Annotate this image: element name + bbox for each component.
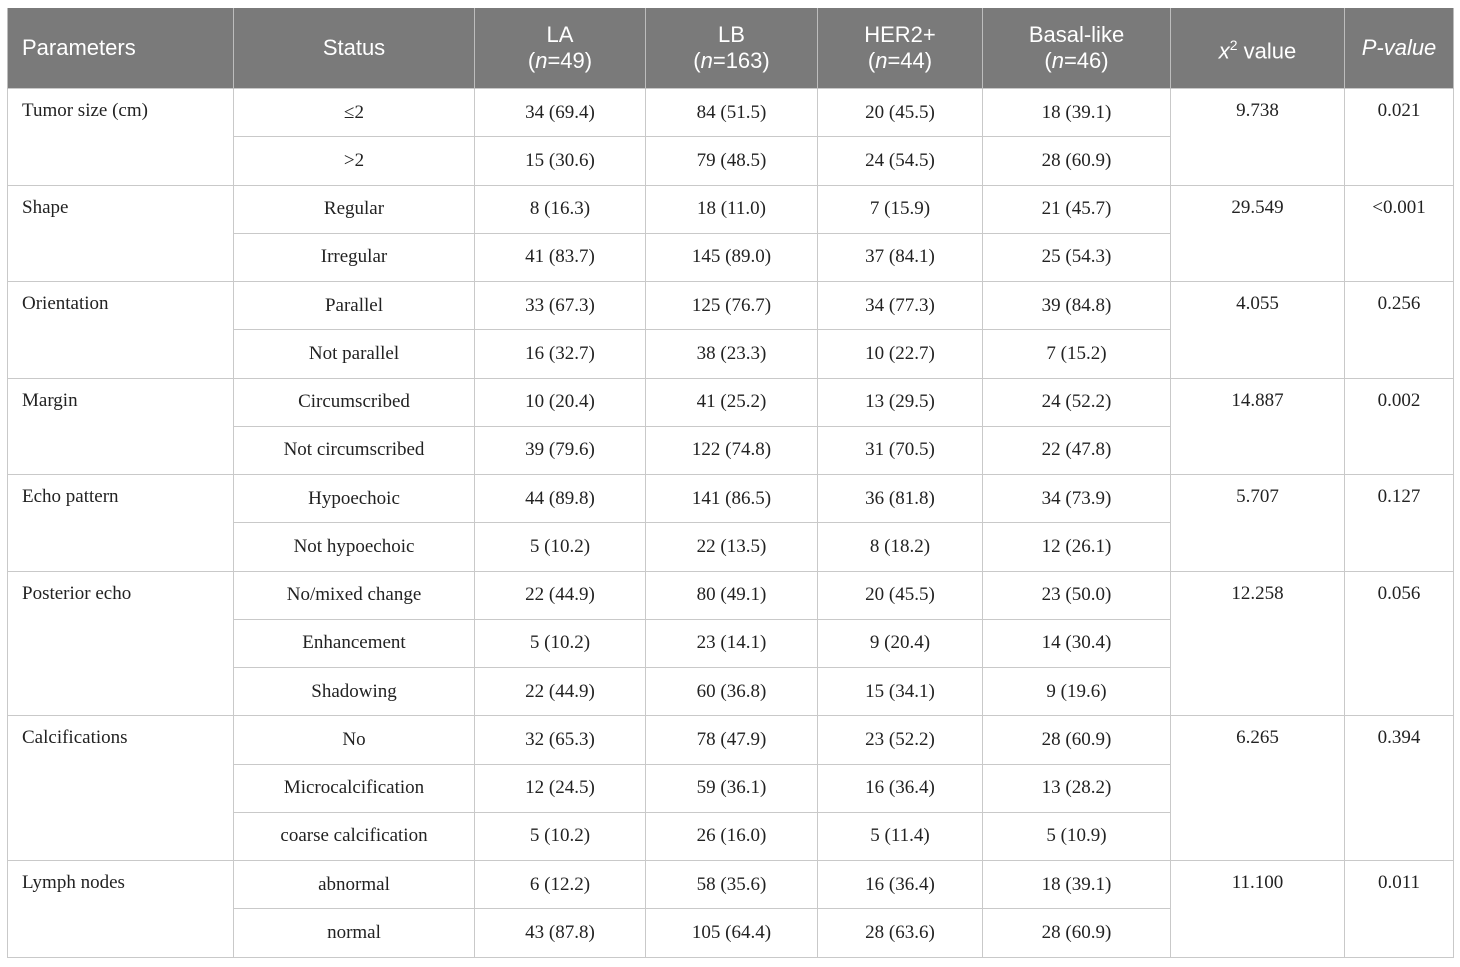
p-value-cell: 0.256 (1345, 282, 1454, 379)
lb-cell: 80 (49.1) (646, 571, 818, 619)
la-cell: 12 (24.5) (475, 764, 646, 812)
chi-square-cell: 4.055 (1171, 282, 1345, 379)
basal-cell: 34 (73.9) (983, 475, 1171, 523)
lb-cell: 145 (89.0) (646, 233, 818, 281)
header-chi-square: $x^2$ value (1171, 8, 1345, 89)
la-cell: 15 (30.6) (475, 137, 646, 185)
status-cell: Hypoechoic (234, 475, 475, 523)
status-cell: normal (234, 909, 475, 957)
chi-square-cell: 14.887 (1171, 378, 1345, 475)
status-cell: Microcalcification (234, 764, 475, 812)
parameter-cell: Margin (8, 378, 234, 475)
basal-cell: 25 (54.3) (983, 233, 1171, 281)
status-cell: abnormal (234, 861, 475, 909)
la-cell: 44 (89.8) (475, 475, 646, 523)
her2-cell: 23 (52.2) (818, 716, 983, 764)
basal-cell: 12 (26.1) (983, 523, 1171, 571)
her2-cell: 36 (81.8) (818, 475, 983, 523)
la-cell: 33 (67.3) (475, 282, 646, 330)
status-cell: Parallel (234, 282, 475, 330)
header-lb-name: LB (718, 22, 745, 47)
status-cell: Enhancement (234, 619, 475, 667)
la-cell: 39 (79.6) (475, 426, 646, 474)
lb-cell: 79 (48.5) (646, 137, 818, 185)
header-her2-name: HER2+ (864, 22, 936, 47)
her2-cell: 24 (54.5) (818, 137, 983, 185)
p-value-cell: 0.127 (1345, 475, 1454, 572)
her2-cell: 31 (70.5) (818, 426, 983, 474)
parameter-cell: Tumor size (cm) (8, 89, 234, 186)
lb-cell: 58 (35.6) (646, 861, 818, 909)
status-cell: Shadowing (234, 668, 475, 716)
basal-cell: 14 (30.4) (983, 619, 1171, 667)
status-cell: Not parallel (234, 330, 475, 378)
lb-cell: 125 (76.7) (646, 282, 818, 330)
basal-cell: 22 (47.8) (983, 426, 1171, 474)
header-her2-n: (n=44) (867, 48, 933, 73)
lb-cell: 105 (64.4) (646, 909, 818, 957)
parameter-cell: Echo pattern (8, 475, 234, 572)
basal-cell: 23 (50.0) (983, 571, 1171, 619)
status-cell: Circumscribed (234, 378, 475, 426)
table-body (8, 89, 1454, 958)
her2-cell: 34 (77.3) (818, 282, 983, 330)
her2-cell: 37 (84.1) (818, 233, 983, 281)
status-cell: No (234, 716, 475, 764)
header-la-name: LA (546, 22, 574, 47)
her2-cell: 10 (22.7) (818, 330, 983, 378)
table-row (8, 861, 1454, 909)
lb-cell: 22 (13.5) (646, 523, 818, 571)
header-row (8, 8, 1454, 89)
la-cell: 6 (12.2) (475, 861, 646, 909)
basal-cell: 5 (10.9) (983, 812, 1171, 860)
basal-cell: 18 (39.1) (983, 89, 1171, 137)
lb-cell: 38 (23.3) (646, 330, 818, 378)
her2-cell: 15 (34.1) (818, 668, 983, 716)
status-cell: >2 (234, 137, 475, 185)
lb-cell: 122 (74.8) (646, 426, 818, 474)
p-value-cell: 0.021 (1345, 89, 1454, 186)
lb-cell: 41 (25.2) (646, 378, 818, 426)
chi-square-cell: 11.100 (1171, 861, 1345, 958)
basal-cell: 21 (45.7) (983, 185, 1171, 233)
her2-cell: 20 (45.5) (818, 89, 983, 137)
header-basal (983, 8, 1171, 89)
header-her2 (818, 8, 983, 89)
table-row (8, 475, 1454, 523)
table-row (8, 571, 1454, 619)
table-row (8, 185, 1454, 233)
la-cell: 8 (16.3) (475, 185, 646, 233)
header-lb-n: (n=163) (693, 48, 770, 73)
her2-cell: 7 (15.9) (818, 185, 983, 233)
la-cell: 41 (83.7) (475, 233, 646, 281)
status-cell: Irregular (234, 233, 475, 281)
lb-cell: 26 (16.0) (646, 812, 818, 860)
lb-cell: 23 (14.1) (646, 619, 818, 667)
status-cell: Not hypoechoic (234, 523, 475, 571)
her2-cell: 5 (11.4) (818, 812, 983, 860)
table-row (8, 378, 1454, 426)
chi-square-cell: 29.549 (1171, 185, 1345, 282)
header-parameters: Parameters (8, 8, 234, 89)
chi-square-cell: 6.265 (1171, 716, 1345, 861)
basal-cell: 13 (28.2) (983, 764, 1171, 812)
header-la-n: (n=49) (527, 48, 593, 73)
la-cell: 5 (10.2) (475, 812, 646, 860)
basal-cell: 18 (39.1) (983, 861, 1171, 909)
status-cell: ≤2 (234, 89, 475, 137)
table-container (7, 8, 1454, 958)
la-cell: 5 (10.2) (475, 619, 646, 667)
la-cell: 5 (10.2) (475, 523, 646, 571)
la-cell: 34 (69.4) (475, 89, 646, 137)
basal-cell: 28 (60.9) (983, 909, 1171, 957)
parameter-cell: Lymph nodes (8, 861, 234, 958)
her2-cell: 16 (36.4) (818, 861, 983, 909)
la-cell: 22 (44.9) (475, 668, 646, 716)
her2-cell: 16 (36.4) (818, 764, 983, 812)
chi-square-cell: 9.738 (1171, 89, 1345, 186)
chi-square-cell: 12.258 (1171, 571, 1345, 716)
table-row (8, 716, 1454, 764)
status-cell: No/mixed change (234, 571, 475, 619)
header-lb (646, 8, 818, 89)
lb-cell: 18 (11.0) (646, 185, 818, 233)
header-basal-name: Basal-like (1028, 22, 1125, 47)
header-status: Status (234, 8, 475, 89)
p-value-cell: 0.011 (1345, 861, 1454, 958)
p-value-cell: 0.002 (1345, 378, 1454, 475)
basal-cell: 39 (84.8) (983, 282, 1171, 330)
table-row (8, 89, 1454, 137)
status-cell: coarse calcification (234, 812, 475, 860)
basal-cell: 28 (60.9) (983, 137, 1171, 185)
parameter-cell: Posterior echo (8, 571, 234, 716)
her2-cell: 8 (18.2) (818, 523, 983, 571)
basal-cell: 24 (52.2) (983, 378, 1171, 426)
her2-cell: 20 (45.5) (818, 571, 983, 619)
lb-cell: 84 (51.5) (646, 89, 818, 137)
la-cell: 16 (32.7) (475, 330, 646, 378)
parameter-cell: Calcifications (8, 716, 234, 861)
header-p-value: P-value (1345, 8, 1454, 89)
lb-cell: 60 (36.8) (646, 668, 818, 716)
basal-cell: 28 (60.9) (983, 716, 1171, 764)
header-basal-n: (n=46) (1044, 48, 1109, 73)
her2-cell: 28 (63.6) (818, 909, 983, 957)
ultrasound-features-table (7, 8, 1454, 958)
la-cell: 10 (20.4) (475, 378, 646, 426)
la-cell: 22 (44.9) (475, 571, 646, 619)
la-cell: 43 (87.8) (475, 909, 646, 957)
lb-cell: 78 (47.9) (646, 716, 818, 764)
parameter-cell: Orientation (8, 282, 234, 379)
lb-cell: 141 (86.5) (646, 475, 818, 523)
her2-cell: 13 (29.5) (818, 378, 983, 426)
her2-cell: 9 (20.4) (818, 619, 983, 667)
status-cell: Not circumscribed (234, 426, 475, 474)
lb-cell: 59 (36.1) (646, 764, 818, 812)
header-la (475, 8, 646, 89)
table-row (8, 282, 1454, 330)
p-value-cell: <0.001 (1345, 185, 1454, 282)
la-cell: 32 (65.3) (475, 716, 646, 764)
basal-cell: 9 (19.6) (983, 668, 1171, 716)
chi-square-cell: 5.707 (1171, 475, 1345, 572)
status-cell: Regular (234, 185, 475, 233)
parameter-cell: Shape (8, 185, 234, 282)
p-value-cell: 0.056 (1345, 571, 1454, 716)
p-value-cell: 0.394 (1345, 716, 1454, 861)
basal-cell: 7 (15.2) (983, 330, 1171, 378)
